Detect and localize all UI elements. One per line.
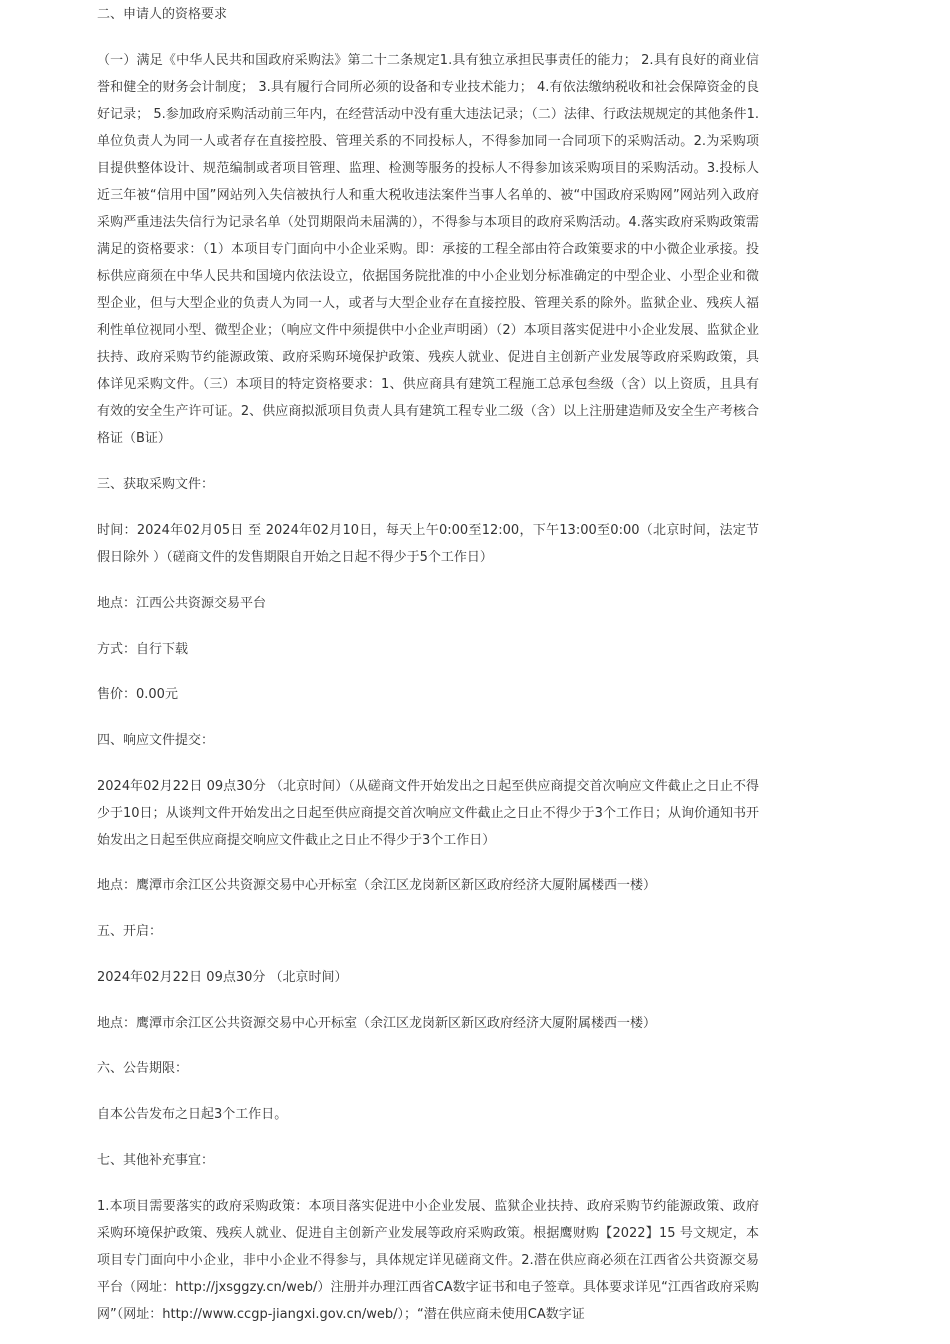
- section-5-heading: 五、开启：: [97, 924, 163, 939]
- section-2-heading: 二、申请人的资格要求: [97, 7, 228, 22]
- section-7-heading: 七、其他补充事宜：: [97, 1153, 215, 1168]
- section-6-body: 自本公告发布之日起3个工作日。: [97, 1107, 288, 1122]
- section-5-time: 2024年02月22日 09点30分 （北京时间）: [97, 970, 348, 985]
- section-4-place: 地点：鹰潭市余江区公共资源交易中心开标室（余江区龙岗新区新区政府经济大厦附属楼西一楼）: [97, 878, 657, 893]
- section-4-heading: 四、响应文件提交：: [97, 733, 215, 748]
- section-2-body: （一）满足《中华人民共和国政府采购法》第二十二条规定1.具有独立承担民事责任的能力； 2.具有良好的商业信誉和健全的财务会计制度； 3.具有履行合同所必须的设备和专业技术能力； 4.有依法缴纳税收和社会保障资金的良好记录； 5.参加政府采购活动前三年内，在经营活动中没有重大违法记录；（二）法律、行政法规规定的其他条件1.单位负责人为同一人或者存在直接控股、管理关系的不同投标人，不得参加同一合同项下的采购活动。2.为采购项目提供整体设计、规范编制或者项目管理、监理、检测等服务的投标人不得参加该采购项目的采购活动。3.投标人近三年被“信用中国”网站列入失信被执行人和重大税收违法案件当事人名单的、被“中国政府采购网”网站列入政府采购严重违法失信行为记录名单（处罚期限尚未届满的），不得参与本项目的政府采购活动。4.落实政府采购政策需满足的资格要求：（1）本项目专门面向中小企业采购。即：承接的工程全部由符合政策要求的中小微企业承接。投标供应商须在中华人民共和国境内依法设立，依据国务院批准的中小企业划分标准确定的中型企业、小型企业和微型企业，但与大型企业的负责人为同一人，或者与大型企业存在直接控股、管理关系的除外。监狱企业、残疾人福利性单位视同小型、微型企业；（响应文件中须提供中小企业声明函）（2）本项目落实促进中小企业发展、监狱企业扶持、政府采购节约能源政策、政府采购环境保护政策、残疾人就业、促进自主创新产业发展等政府采购政策，具体详见采购文件。（三）本项目的特定资格要求：1、供应商具有建筑工程施工总承包叁级（含）以上资质，且具有有效的安全生产许可证。2、供应商拟派项目负责人具有建筑工程专业二级（含）以上注册建造师及安全生产考核合格证（B证）: [97, 53, 759, 446]
- section-7-body: 1.本项目需要落实的政府采购政策：本项目落实促进中小企业发展、监狱企业扶持、政府采购节约能源政策、政府采购环境保护政策、残疾人就业、促进自主创新产业发展等政府采购政策。根据鹰财购【2022】15 号文规定，本项目专门面向中小企业，非中小企业不得参与，具体规定详见磋商文件。2.潜在供应商必须在江西省公共资源交易平台（网址：http://jxsggzy.cn/web/）注册并办理江西省CA数字证书和电子签章。具体要求详见“江西省政府采购网”（网址：http://www.ccgp-jiangxi.gov.cn/web/）；“潜在供应商未使用CA数字证: [97, 1199, 759, 1322]
- section-3-time: 时间：2024年02月05日 至 2024年02月10日，每天上午0:00至12:00，下午13:00至0:00（北京时间，法定节假日除外 ）（磋商文件的发售期限自开始之日起不得少于5个工作日）: [97, 523, 759, 565]
- section-3-place: 地点：江西公共资源交易平台: [97, 596, 267, 611]
- section-6-heading: 六、公告期限：: [97, 1061, 189, 1076]
- section-4-time: 2024年02月22日 09点30分 （北京时间）（从磋商文件开始发出之日起至供应商提交首次响应文件截止之日止不得少于10日；从谈判文件开始发出之日起至供应商提交首次响应文件截止之日止不得少于3个工作日；从询价通知书开始发出之日起至供应商提交响应文件截止之日止不得少于3个工作日）: [97, 779, 759, 848]
- section-3-price: 售价：0.00元: [97, 687, 178, 702]
- section-5-place: 地点：鹰潭市余江区公共资源交易中心开标室（余江区龙岗新区新区政府经济大厦附属楼西一楼）: [97, 1016, 657, 1031]
- section-3-method: 方式：自行下载: [97, 642, 189, 657]
- section-3-heading: 三、获取采购文件：: [97, 477, 215, 492]
